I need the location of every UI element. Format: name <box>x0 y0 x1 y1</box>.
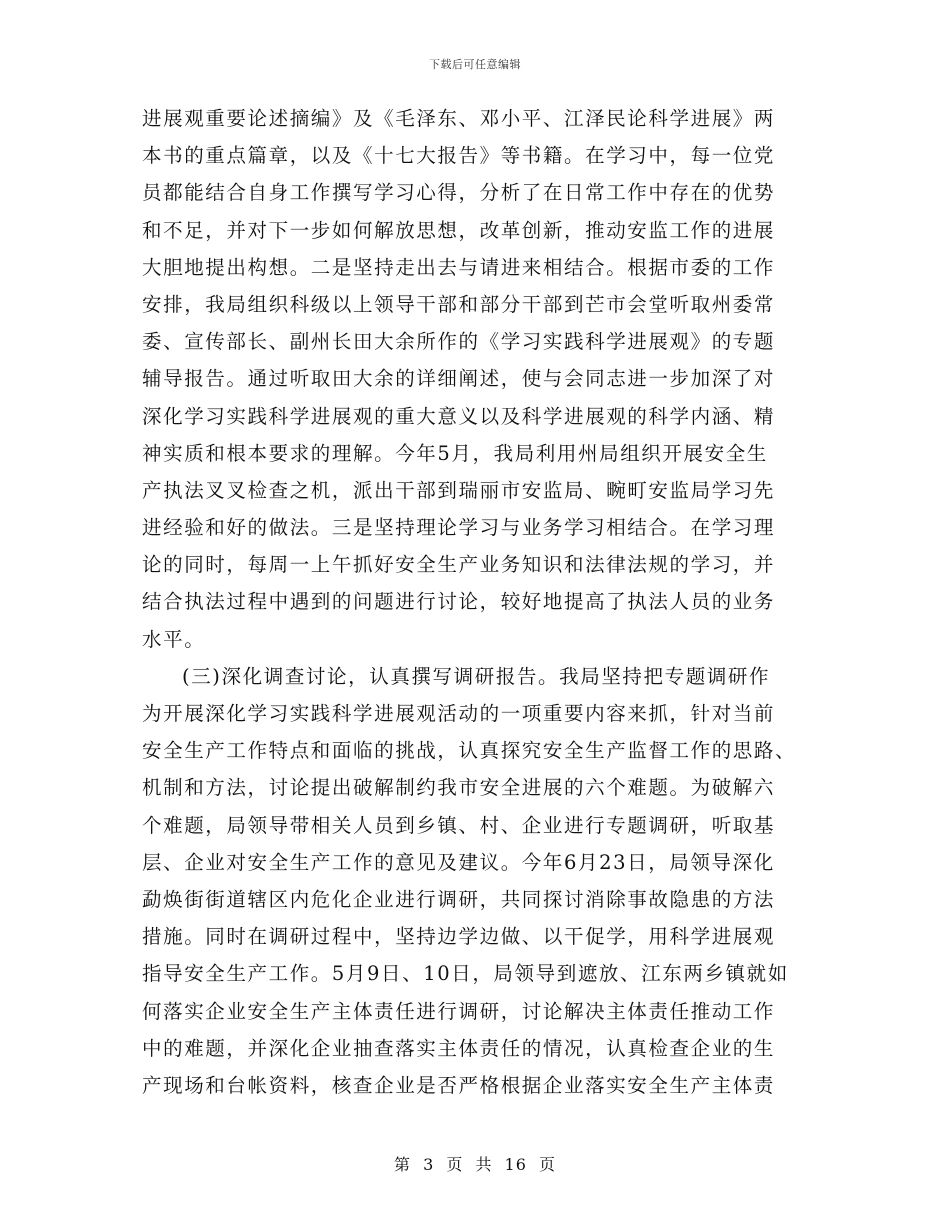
text-line: 层、企业对安全生产工作的意见及建议。今年6月23日，局领导深化 <box>142 850 775 874</box>
text-line: 机制和方法，讨论提出破解制约我市安全进展的六个难题。为破解六 <box>142 776 776 800</box>
text-line: 中的难题，并深化企业抽查落实主体责任的情况，认真检查企业的生 <box>142 1036 776 1060</box>
page-footer: 第 3 页 共 16 页 <box>394 1155 556 1174</box>
text-line: 进展观重要论述摘编》及《毛泽东、邓小平、江泽民论科学进展》两 <box>142 107 776 130</box>
text-line: 神实质和根本要求的理解。今年5月，我局利用州局组织开展安全生 <box>142 441 768 465</box>
text-line: 和不足，并对下一步如何解放思想，改革创新，推动安监工作的进展 <box>142 218 776 242</box>
text-line: 产执法叉叉检查之机，派出干部到瑞丽市安监局、畹町安监局学习先 <box>142 478 776 502</box>
text-line: 为开展深化学习实践科学进展观活动的一项重要内容来抓，针对当前 <box>142 702 776 725</box>
text-line: 论的同时，每周一上午抓好安全生产业务知识和法律法规的学习，并 <box>142 553 776 577</box>
text-line: 指导安全生产工作。5月9日、10日，局领导到遮放、江东两乡镇就如 <box>142 962 789 986</box>
text-line: 辅导报告。通过听取田大余的详细阐述，使与会同志进一步加深了对 <box>142 367 776 391</box>
section-heading-line: (三)深化调查讨论，认真撰写调研报告。我局坚持把专题调研作 <box>182 664 771 688</box>
text-line: 大胆地提出构想。二是坚持走出去与请进来相结合。根据市委的工作 <box>142 255 776 279</box>
text-line: 勐焕街街道辖区内危化企业进行调研，共同探讨消除事故隐患的方法 <box>142 887 776 911</box>
text-line: 深化学习实践科学进展观的重大意义以及科学进展观的科学内涵、精 <box>142 404 776 428</box>
text-line: 安排，我局组织科级以上领导干部和部分干部到芒市会堂听取州委常 <box>142 292 776 316</box>
text-line: 员都能结合自身工作撰写学习心得，分析了在日常工作中存在的优势 <box>142 181 776 205</box>
text-line: 何落实企业安全生产主体责任进行调研，讨论解决主体责任推动工作 <box>142 999 776 1023</box>
text-line: 结合执法过程中遇到的问题进行讨论，较好地提高了执法人员的业务 <box>142 590 776 614</box>
text-line: 进经验和好的做法。三是坚持理论学习与业务学习相结合。在学习理 <box>142 516 776 540</box>
text-line: 委、宣传部长、副州长田大余所作的《学习实践科学进展观》的专题 <box>142 330 776 354</box>
text-line: 产现场和台帐资料，核查企业是否严格根据企业落实安全生产主体责 <box>142 1073 776 1097</box>
text-line: 措施。同时在调研过程中，坚持边学边做、以干促学，用科学进展观 <box>142 925 776 949</box>
text-line: 水平。 <box>142 627 206 651</box>
text-line: 本书的重点篇章，以及《十七大报告》等书籍。在学习中，每一位党 <box>142 144 776 168</box>
text-line: 安全生产工作特点和面临的挑战，认真探究安全生产监督工作的思路、 <box>142 739 797 763</box>
text-line: 个难题，局领导带相关人员到乡镇、村、企业进行专题调研，听取基 <box>142 813 776 837</box>
body-text <box>142 100 808 1104</box>
page-header: 下载后可任意编辑 <box>429 58 521 71</box>
